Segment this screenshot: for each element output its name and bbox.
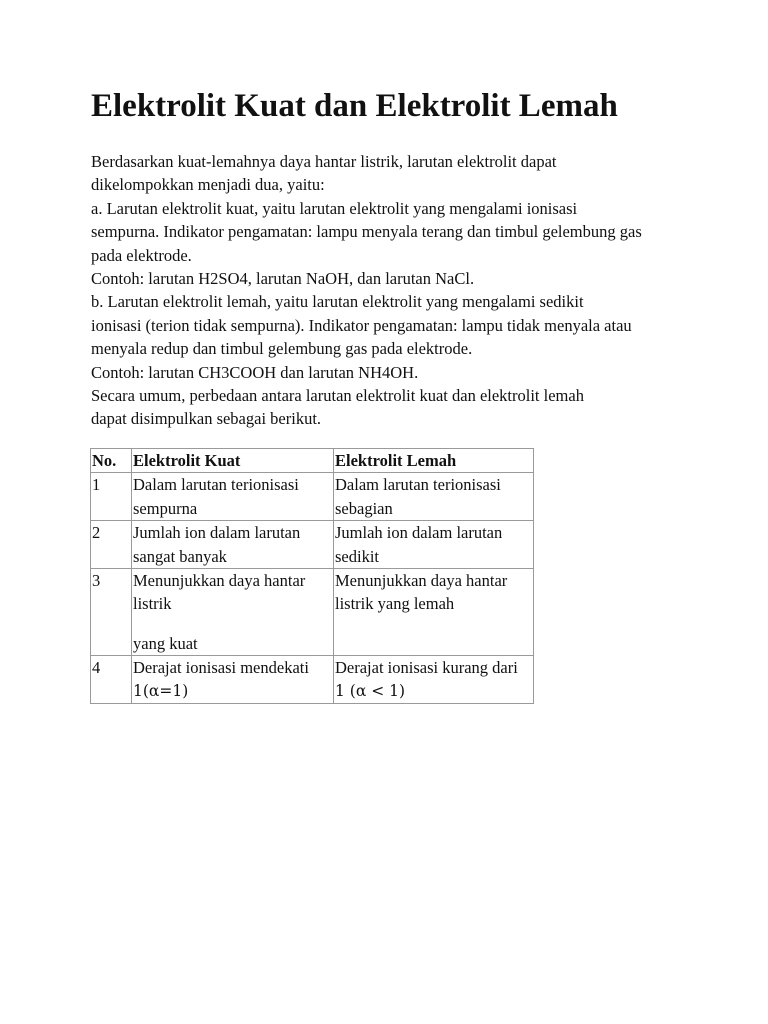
table-row [91,656,534,704]
paragraph-line: dikelompokkan menjadi dua, yaitu: [91,175,325,195]
paragraph-line: Secara umum, perbedaan antara larutan elektrolit kuat dan elektrolit lemah [91,386,584,406]
cell-line: Menunjukkan daya hantar [335,571,508,591]
cell-line: sempurna [133,498,198,518]
paragraph-line: dapat disimpulkan sebagai berikut. [91,409,322,429]
header-no: No. [91,449,132,473]
cell-kuat [132,473,334,521]
paragraph-line: a. Larutan elektrolit kuat, yaitu larutan elektrolit yang mengalami ionisasi [91,198,578,218]
body-paragraph [91,150,721,431]
cell-line: Dalam larutan terionisasi [335,475,501,495]
paragraph-line: Berdasarkan kuat-lemahnya daya hantar listrik, larutan elektrolit dapat [91,152,557,171]
paragraph-line: pada elektrode. [91,245,192,265]
paragraph-line: sempurna. Indikator pengamatan: lampu menyala terang dan timbul gelembung gas [91,222,642,242]
page-title: Elektrolit Kuat dan Elektrolit Lemah [91,88,618,124]
cell-line: listrik [133,594,172,614]
cell-no: 4 [91,656,132,704]
cell-line: Dalam larutan terionisasi [133,475,299,495]
cell-line: Derajat ionisasi mendekati [133,658,309,678]
cell-kuat [132,656,334,704]
cell-lemah [334,521,534,569]
comparison-table [90,448,534,704]
cell-line: Menunjukkan daya hantar [133,571,306,591]
cell-lemah [334,473,534,521]
cell-no: 3 [91,569,132,656]
cell-line: Derajat ionisasi kurang dari [335,658,518,678]
cell-line: listrik yang lemah [335,594,455,614]
table-row [91,473,534,521]
cell-lemah [334,569,534,656]
cell-no: 1 [91,473,132,521]
table-header-row [91,449,534,473]
cell-kuat [132,569,334,656]
cell-line: Jumlah ion dalam larutan [335,523,503,543]
cell-line: sangat banyak [133,546,227,566]
paragraph-line: b. Larutan elektrolit lemah, yaitu larutan elektrolit yang mengalami sedikit [91,292,584,312]
header-elektrolit-kuat: Elektrolit Kuat [132,449,334,473]
cell-line-math: 1 (α < 1) [335,681,406,700]
cell-line: yang kuat [133,633,198,653]
cell-line: sebagian [335,498,393,518]
header-elektrolit-lemah: Elektrolit Lemah [334,449,534,473]
cell-lemah [334,656,534,704]
paragraph-line: Contoh: larutan CH3COOH dan larutan NH4OH. [91,362,419,382]
table-row [91,569,534,656]
cell-line: Jumlah ion dalam larutan [133,523,301,543]
cell-spacer [133,616,332,632]
paragraph-line: menyala redup dan timbul gelembung gas pada elektrode. [91,339,473,359]
table-row [91,521,534,569]
cell-no: 2 [91,521,132,569]
paragraph-line: ionisasi (terion tidak sempurna). Indikator pengamatan: lampu tidak menyala atau [91,315,632,335]
cell-kuat [132,521,334,569]
cell-line: sedikit [335,546,379,566]
paragraph-line: Contoh: larutan H2SO4, larutan NaOH, dan larutan NaCl. [91,269,475,289]
cell-line-math: 1(α=1) [133,681,189,700]
